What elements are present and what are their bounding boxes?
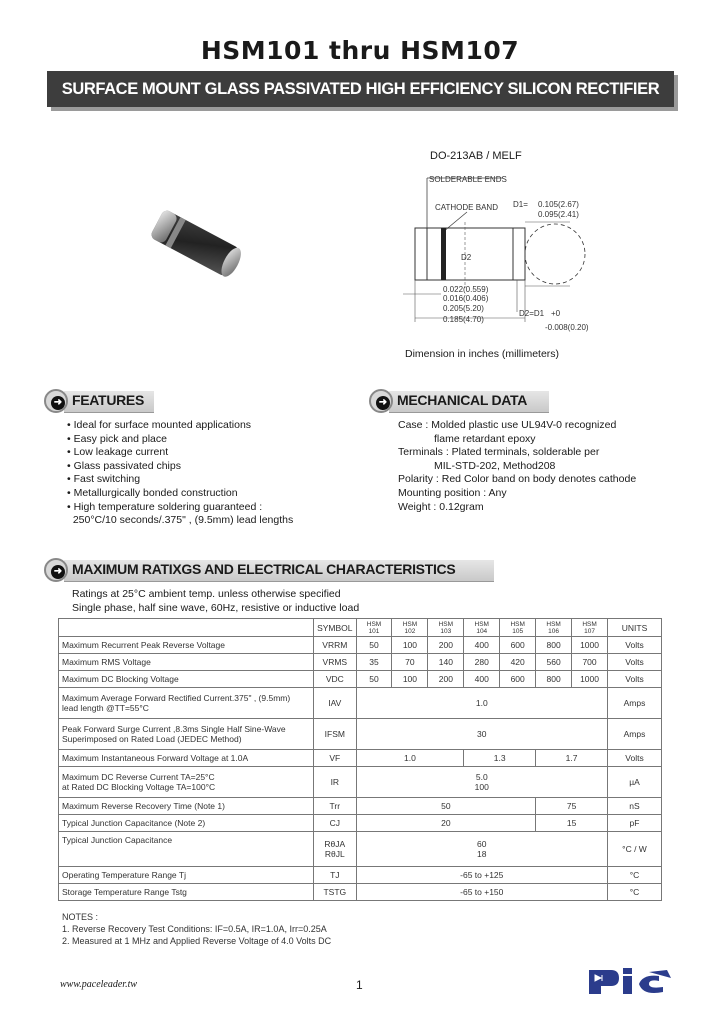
- feature-item: 250°C/10 seconds/.375" , (9.5mm) lead lengths: [67, 514, 294, 527]
- mech-line: Terminals : Plated terminals, solderable per: [398, 446, 600, 459]
- param-cell: Typical Junction Capacitance: [59, 832, 314, 867]
- value-cell: 1.0: [356, 750, 464, 767]
- unit-cell: µA: [608, 767, 662, 798]
- table-row: [59, 654, 662, 671]
- param-cell: Maximum RMS Voltage: [59, 654, 314, 671]
- symbol-cell: Trr: [314, 798, 356, 815]
- label-cathode-band: CATHODE BAND: [435, 203, 498, 212]
- feature-item: • Low leakage current: [67, 446, 169, 459]
- document-title: HSM101 thru HSM107: [200, 36, 520, 65]
- value-cell: 600: [500, 671, 536, 688]
- value-cell: 100: [392, 637, 428, 654]
- note-2: 2. Measured at 1 MHz and Applied Reverse Voltage of 4.0 Volts DC: [62, 936, 332, 946]
- dimension-caption: Dimension in inches (millimeters): [405, 348, 560, 360]
- table-row: [59, 637, 662, 654]
- mech-line: MIL-STD-202, Method208: [434, 459, 556, 472]
- value-cell: 20: [356, 815, 536, 832]
- value-cell: 35: [356, 654, 392, 671]
- value-cell: 400: [464, 671, 500, 688]
- feature-item: • Metallurgically bonded construction: [67, 486, 238, 499]
- features-list: [67, 419, 293, 528]
- ratings-note-2: Single phase, half sine wave, 60Hz, resistive or inductive load: [72, 601, 360, 614]
- ratings-table: [58, 618, 662, 901]
- feature-item: • Ideal for surface mounted applications: [67, 419, 252, 431]
- note-1: 1. Reverse Recovery Test Conditions: IF=0.5A, IR=1.0A, Irr=0.25A: [62, 924, 327, 934]
- header-symbol: SYMBOL: [314, 619, 356, 637]
- ratings-conditions: [72, 588, 359, 615]
- unit-cell: °C: [608, 867, 662, 884]
- unit-cell: °C / W: [608, 832, 662, 867]
- value-cell: 15: [536, 815, 608, 832]
- value-cell: 600: [500, 637, 536, 654]
- symbol-cell: VRMS: [314, 654, 356, 671]
- table-row: [59, 832, 662, 867]
- feature-item: • Easy pick and place: [67, 432, 167, 445]
- table-row: [59, 884, 662, 901]
- param-cell: Maximum Instantaneous Forward Voltage at 1.0A: [59, 750, 314, 767]
- product-banner: SURFACE MOUNT GLASS PASSIVATED HIGH EFFICIENCY SILICON RECTIFIER: [47, 71, 674, 107]
- value-cell: 400: [464, 637, 500, 654]
- value-cell: 70: [392, 654, 428, 671]
- value-cell: 30: [356, 719, 607, 750]
- mech-line: Case : Molded plastic use UL94V-0 recognized: [398, 419, 617, 431]
- tolerance-plus: +0: [551, 309, 561, 318]
- unit-cell: Volts: [608, 637, 662, 654]
- mechanical-heading: [369, 389, 549, 415]
- symbol-cell: IAV: [314, 688, 356, 719]
- symbol-cell: IR: [314, 767, 356, 798]
- tolerance-minus: -0.008(0.20): [545, 323, 589, 332]
- mech-line: Polarity : Red Color band on body denotes cathode: [398, 473, 637, 486]
- d2-equation: D2=D1: [519, 309, 545, 318]
- label-d1: D1=: [513, 200, 528, 209]
- header-part: HSM 104: [464, 619, 500, 637]
- header-part: HSM 101: [356, 619, 392, 637]
- band-min: 0.016(0.406): [443, 294, 489, 303]
- mech-line: flame retardant epoxy: [434, 432, 536, 445]
- value-cell: 200: [428, 671, 464, 688]
- header-part: HSM 103: [428, 619, 464, 637]
- feature-item: • Glass passivated chips: [67, 459, 181, 472]
- symbol-cell: VRRM: [314, 637, 356, 654]
- features-heading: [44, 389, 154, 415]
- value-cell: 140: [428, 654, 464, 671]
- feature-item: • Fast switching: [67, 473, 141, 486]
- param-cell: Storage Temperature Range Tstg: [59, 884, 314, 901]
- label-d2: D2: [461, 253, 472, 262]
- value-cell: 60 18: [356, 832, 607, 867]
- table-row: [59, 750, 662, 767]
- table-header-row: [59, 619, 662, 637]
- unit-cell: Volts: [608, 750, 662, 767]
- header-part: HSM 105: [500, 619, 536, 637]
- unit-cell: Volts: [608, 654, 662, 671]
- notes-heading: NOTES :: [62, 912, 99, 922]
- value-cell: 560: [536, 654, 572, 671]
- table-row: [59, 798, 662, 815]
- value-cell: 1.3: [464, 750, 536, 767]
- ratings-note-1: Ratings at 25°C ambient temp. unless otherwise specified: [72, 588, 341, 600]
- value-cell: 75: [536, 798, 608, 815]
- header-param-cell: [59, 619, 314, 637]
- band-max: 0.022(0.559): [443, 285, 489, 294]
- footer-url[interactable]: www.paceleader.tw: [60, 979, 138, 990]
- symbol-cell: VDC: [314, 671, 356, 688]
- value-cell: 50: [356, 671, 392, 688]
- pic-logo: [587, 966, 679, 996]
- header-part: HSM 106: [536, 619, 572, 637]
- symbol-cell: TSTG: [314, 884, 356, 901]
- symbol-cell: CJ: [314, 815, 356, 832]
- param-cell: Maximum Reverse Recovery Time (Note 1): [59, 798, 314, 815]
- unit-cell: nS: [608, 798, 662, 815]
- table-row: [59, 719, 662, 750]
- unit-cell: Volts: [608, 671, 662, 688]
- value-cell: 280: [464, 654, 500, 671]
- ratings-heading: [44, 558, 494, 584]
- mech-line: Weight : 0.12gram: [398, 500, 484, 513]
- header-part: HSM 102: [392, 619, 428, 637]
- unit-cell: Amps: [608, 688, 662, 719]
- notes: [62, 911, 331, 947]
- symbol-cell: VF: [314, 750, 356, 767]
- features-heading-text: FEATURES: [72, 392, 145, 408]
- param-cell: Maximum DC Blocking Voltage: [59, 671, 314, 688]
- value-cell: 50: [356, 798, 536, 815]
- symbol-cell: TJ: [314, 867, 356, 884]
- table-row: [59, 767, 662, 798]
- bullet-arrow-icon: ➜: [44, 558, 68, 582]
- mechanical-heading-text: MECHANICAL DATA: [397, 392, 528, 408]
- ratings-heading-text: MAXIMUM RATIXGS AND ELECTRICAL CHARACTERISTICS: [72, 561, 456, 577]
- value-cell: 1000: [572, 671, 608, 688]
- param-cell: Typical Junction Capacitance (Note 2): [59, 815, 314, 832]
- length-min: 0.185(4.70): [443, 315, 484, 324]
- table-row: [59, 671, 662, 688]
- bullet-arrow-icon: ➜: [369, 389, 393, 413]
- mechanical-data: [398, 419, 636, 514]
- d1-min: 0.095(2.41): [538, 210, 579, 219]
- table-row: [59, 815, 662, 832]
- value-cell: 1.0: [356, 688, 607, 719]
- feature-item: • High temperature soldering guaranteed :: [67, 500, 263, 513]
- package-name: DO-213AB / MELF: [430, 150, 522, 162]
- table-row: [59, 688, 662, 719]
- length-max: 0.205(5.20): [443, 304, 484, 313]
- value-cell: 50: [356, 637, 392, 654]
- param-cell: Operating Temperature Range Tj: [59, 867, 314, 884]
- value-cell: 800: [536, 671, 572, 688]
- unit-cell: Amps: [608, 719, 662, 750]
- header-units: UNITS: [608, 619, 662, 637]
- package-outline-drawing: [395, 170, 615, 340]
- param-cell: Peak Forward Surge Current ,8.3ms Single Half Sine-Wave Superimposed on Rated Load (JEDEC Method): [59, 719, 314, 750]
- symbol-cell: RθJA RθJL: [314, 832, 356, 867]
- value-cell: -65 to +150: [356, 884, 607, 901]
- value-cell: 100: [392, 671, 428, 688]
- value-cell: 1000: [572, 637, 608, 654]
- value-cell: 800: [536, 637, 572, 654]
- value-cell: 1.7: [536, 750, 608, 767]
- bullet-arrow-icon: ➜: [44, 389, 68, 413]
- diode-photo: [140, 203, 250, 283]
- header-part: HSM 107: [572, 619, 608, 637]
- param-cell: Maximum DC Reverse Current TA=25°C at Rated DC Blocking Voltage TA=100°C: [59, 767, 314, 798]
- value-cell: 420: [500, 654, 536, 671]
- param-cell: Maximum Recurrent Peak Reverse Voltage: [59, 637, 314, 654]
- page-number: 1: [356, 978, 363, 992]
- d1-max: 0.105(2.67): [538, 200, 579, 209]
- symbol-cell: IFSM: [314, 719, 356, 750]
- table-row: [59, 867, 662, 884]
- unit-cell: °C: [608, 884, 662, 901]
- unit-cell: pF: [608, 815, 662, 832]
- value-cell: 5.0 100: [356, 767, 607, 798]
- value-cell: 700: [572, 654, 608, 671]
- value-cell: 200: [428, 637, 464, 654]
- param-cell: Maximum Average Forward Rectified Current.375" , (9.5mm) lead length @TT=55°C: [59, 688, 314, 719]
- label-solderable-ends: SOLDERABLE ENDS: [429, 175, 507, 184]
- value-cell: -65 to +125: [356, 867, 607, 884]
- mech-line: Mounting position : Any: [398, 486, 507, 499]
